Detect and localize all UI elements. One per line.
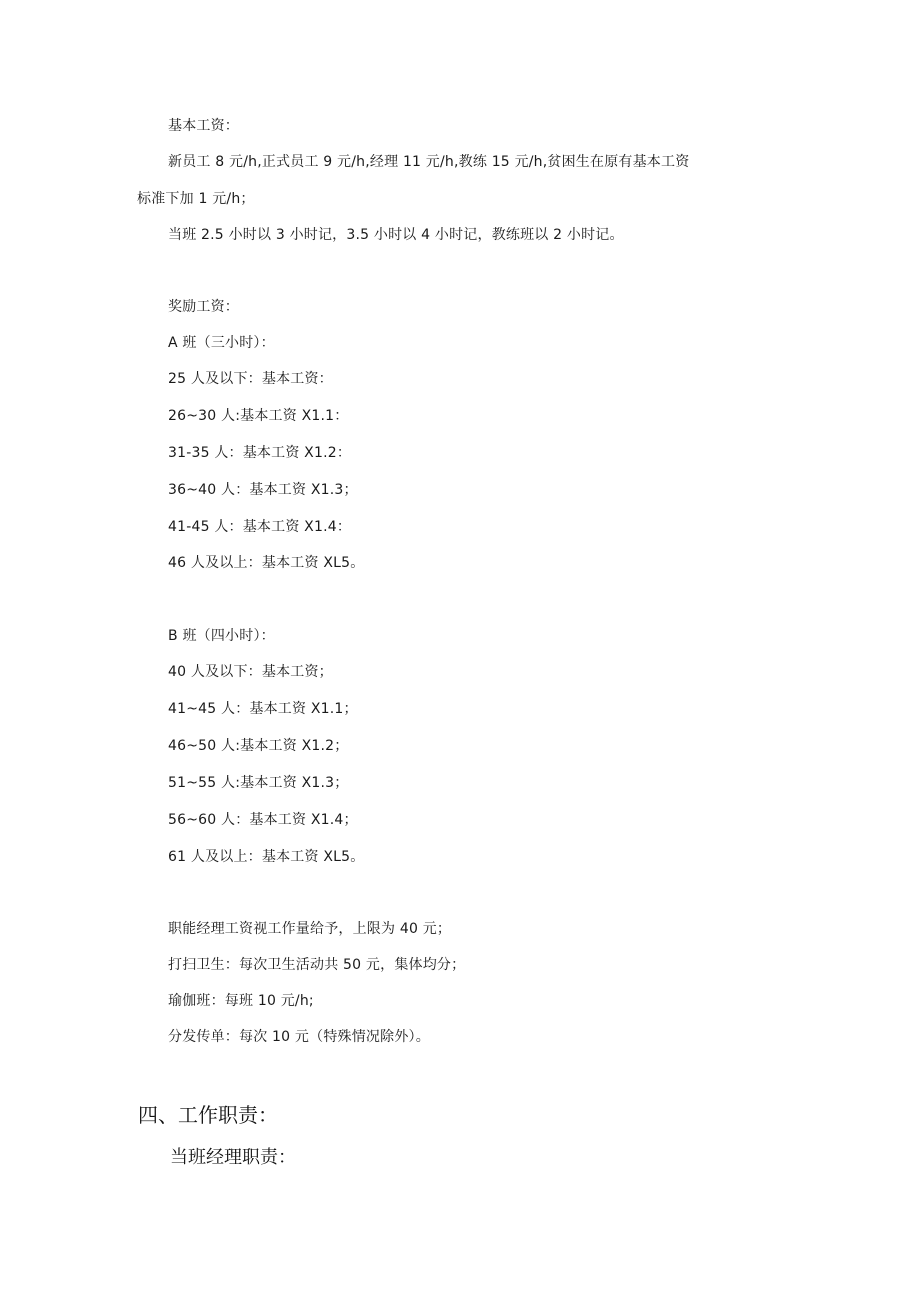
- class-b-tier: 40 人及以下：基本工资；: [168, 664, 333, 680]
- class-b-title: B 班（四小时）：: [168, 628, 275, 644]
- class-b-tier: 56~60 人：基本工资 X1.4；: [168, 812, 358, 828]
- other-pay-item: 打扫卫生：每次卫生活动共 50 元，集体均分；: [168, 957, 466, 973]
- class-b-tier: 46~50 人:基本工资 X1.2；: [168, 738, 349, 754]
- class-a-tier: 31-35 人：基本工资 X1.2：: [168, 445, 352, 461]
- class-a-tier: 26~30 人:基本工资 X1.1：: [168, 408, 349, 424]
- class-a-tier: 25 人及以下：基本工资：: [168, 371, 333, 387]
- other-pay-item: 瑜伽班：每班 10 元/h;: [168, 993, 314, 1009]
- class-b-tier: 41~45 人：基本工资 X1.1；: [168, 701, 358, 717]
- basic-wage-rates-line2: 标准下加 1 元/h；: [137, 191, 255, 207]
- section-heading: 四、工作职责：: [138, 1103, 278, 1127]
- class-a-title: A 班（三小时）：: [168, 335, 275, 351]
- class-a-tier: 36~40 人：基本工资 X1.3；: [168, 482, 358, 498]
- other-pay-item: 职能经理工资视工作量给予，上限为 40 元；: [168, 921, 452, 937]
- other-pay-item: 分发传单：每次 10 元（特殊情况除外）。: [168, 1029, 430, 1045]
- class-b-tier: 51~55 人:基本工资 X1.3；: [168, 775, 349, 791]
- basic-wage-rates-line1: 新员工 8 元/h,正式员工 9 元/h,经理 11 元/h,教练 15 元/h,贫困生在原有基本工资: [168, 154, 690, 170]
- class-a-tier: 46 人及以上：基本工资 XL5。: [168, 555, 365, 571]
- basic-wage-hours-rule: 当班 2.5 小时以 3 小时记，3.5 小时以 4 小时记，教练班以 2 小时记。: [168, 227, 624, 243]
- section-subheading: 当班经理职责：: [170, 1147, 296, 1168]
- basic-wage-title: 基本工资：: [168, 118, 239, 134]
- bonus-wage-title: 奖励工资：: [168, 299, 239, 315]
- class-a-tier: 41-45 人：基本工资 X1.4：: [168, 519, 352, 535]
- class-b-tier: 61 人及以上：基本工资 XL5。: [168, 849, 365, 865]
